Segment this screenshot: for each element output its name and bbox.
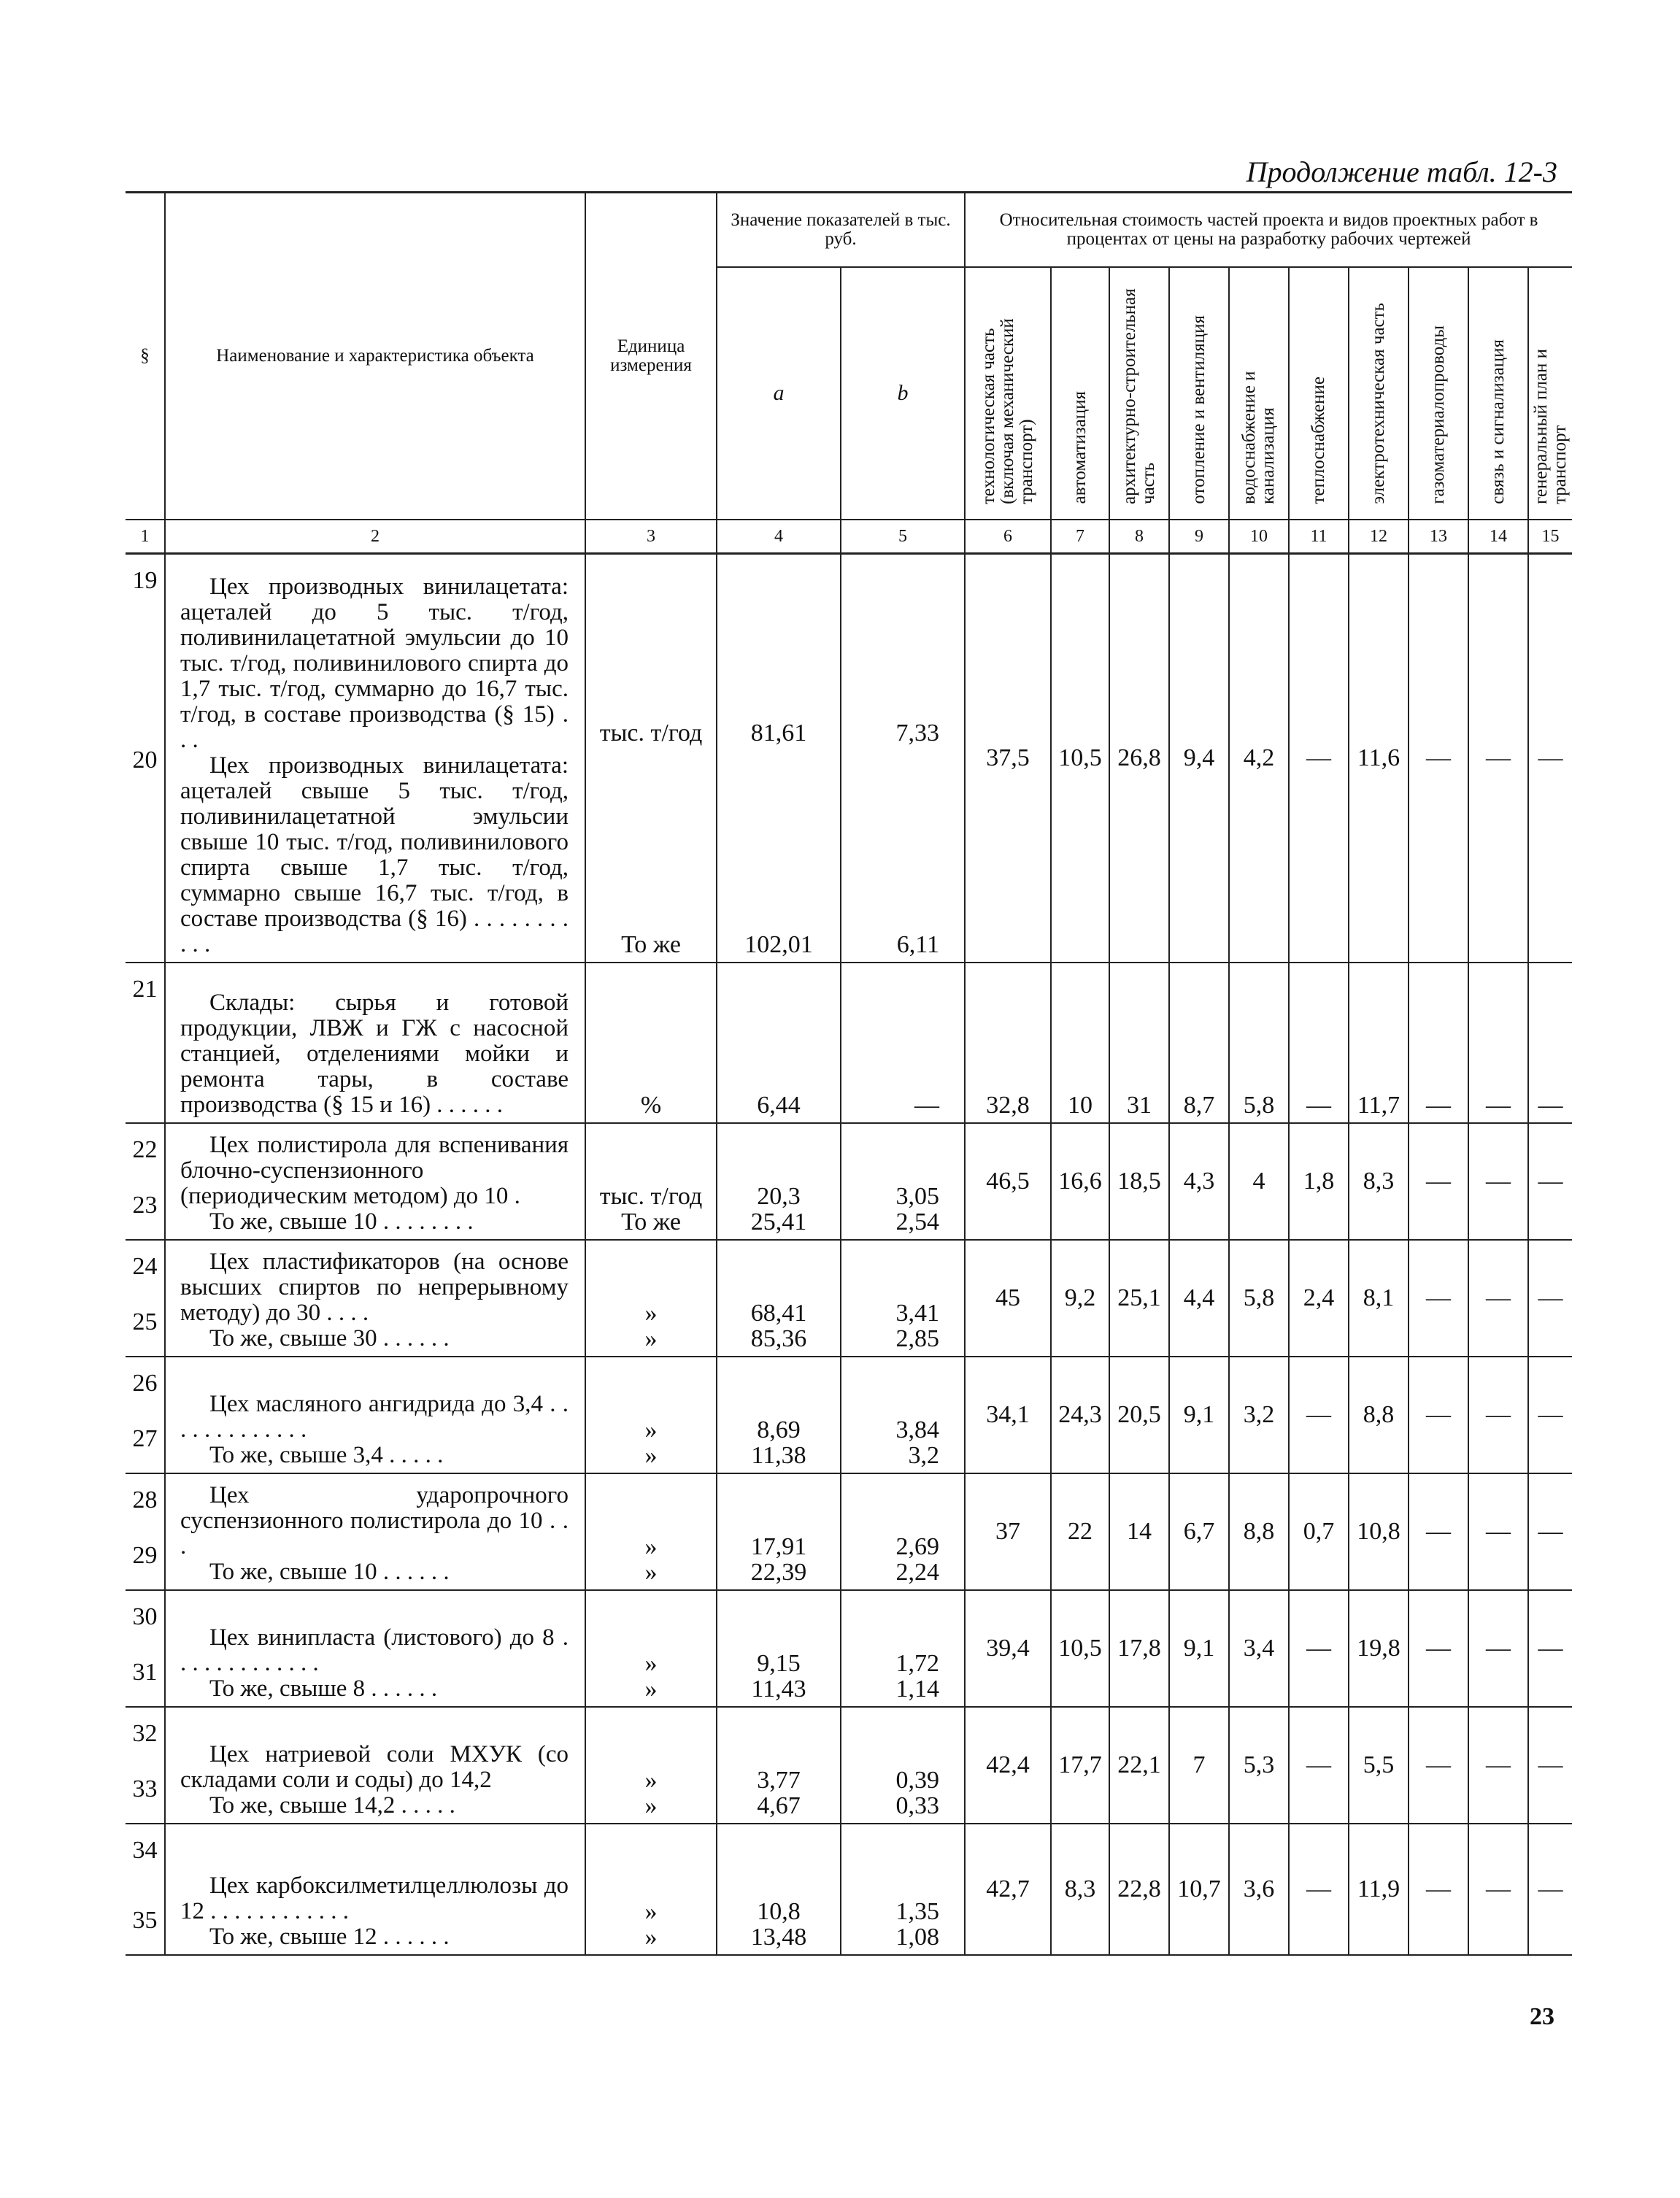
section-number (126, 1707, 165, 1824)
value-a-value: 11,43 (751, 1675, 806, 1703)
object-name-line: Цех натриевой соли МХУК (со складами соли и соды) до 14,2 (180, 1740, 569, 1793)
section-number (126, 554, 165, 963)
cost-cell: 4,3 (1169, 1123, 1229, 1240)
object-name-line: Цех винипласта (листового) до 8 . . . . . . . . . . . . . (180, 1624, 569, 1676)
cost-cell: 11,9 (1349, 1824, 1409, 1955)
cost-cell: 10 (1051, 963, 1109, 1123)
object-name-line: Цех карбоксилметилцеллюлозы до 12 . . . . . . . . . . . . (180, 1872, 569, 1924)
unit-value: » (644, 1558, 658, 1586)
cost-cell: 37 (965, 1473, 1051, 1590)
cost-cell: 5,5 (1349, 1707, 1409, 1824)
section-label: 19 (132, 567, 158, 594)
section-number (126, 1240, 165, 1357)
cost-cell: 25,1 (1109, 1240, 1169, 1357)
header-name: Наименование и характеристика объекта (165, 193, 585, 520)
cost-cell: — (1289, 1707, 1349, 1824)
cost-cell: 4,2 (1229, 554, 1289, 963)
cost-cell: 26,8 (1109, 554, 1169, 963)
value-a-value: 8,69 (757, 1416, 801, 1443)
unit (585, 1123, 717, 1240)
cost-cell: 11,6 (1349, 554, 1409, 963)
object-name (165, 1123, 585, 1240)
section-label: 30 (132, 1603, 158, 1630)
cost-cell: 22,8 (1109, 1824, 1169, 1955)
header-cost-8: газоматериалопроводы (1409, 267, 1468, 520)
cost-cell: 1,8 (1289, 1123, 1349, 1240)
cost-cell: — (1468, 1707, 1528, 1824)
cost-cell: 39,4 (965, 1590, 1051, 1707)
section-label: 24 (132, 1252, 158, 1280)
object-name-line: Цех производных винилацетата: ацеталей свыше 5 тыс. т/год, поливинилацетатной эмульсии свыше 10 тыс. т/год, поливинилового спирта свыше 1,7 тыс. т/год, суммарно свыше 16,7 тыс. т/год, в составе производства (§ 16) . . . . . . . . . . . (180, 752, 569, 957)
section-number (126, 963, 165, 1123)
header-cost-4: отопление и вентиляция (1169, 267, 1229, 520)
cost-cell: 8,3 (1051, 1824, 1109, 1955)
cost-cell: — (1528, 1357, 1572, 1473)
unit-value: » (644, 1923, 658, 1951)
object-name (165, 1473, 585, 1590)
cost-cell: — (1409, 1707, 1468, 1824)
value-a (717, 1357, 841, 1473)
header-cost-7: электротехническая часть (1349, 267, 1409, 520)
unit-value: » (644, 1897, 658, 1925)
cost-cell: — (1289, 1824, 1349, 1955)
table-row (126, 1240, 1572, 1357)
cost-cell: — (1289, 963, 1349, 1123)
value-b-value: 1,72 (895, 1649, 939, 1677)
cost-cell: 9,1 (1169, 1357, 1229, 1473)
object-name-line: То же, свыше 12 . . . . . . (209, 1923, 450, 1950)
value-a-value: 22,39 (750, 1558, 807, 1586)
header-values-group: Значение показателей в тыс. руб. (717, 193, 965, 268)
unit (585, 1357, 717, 1473)
cost-cell: — (1528, 1240, 1572, 1357)
object-name-line: Цех производных винилацетата: ацеталей до 5 тыс. т/год, поливинилацетатной эмульсии до 10 тыс. т/год, поливинилового спирта до 1,7 тыс. т/год, суммарно до 16,7 тыс. т/год, в составе производства (§ 15) . . . (180, 573, 569, 753)
unit (585, 1473, 717, 1590)
cost-cell: 4,4 (1169, 1240, 1229, 1357)
value-b-value: 0,39 (895, 1766, 939, 1794)
cost-cell: 42,4 (965, 1707, 1051, 1824)
value-b-value: 3,41 (895, 1299, 939, 1327)
section-label: 28 (132, 1486, 158, 1513)
table-row (126, 963, 1572, 1123)
cost-cell: 9,4 (1169, 554, 1229, 963)
cost-cell: — (1468, 963, 1528, 1123)
object-name (165, 554, 585, 963)
cost-cell: 6,7 (1169, 1473, 1229, 1590)
unit (585, 1590, 717, 1707)
value-b-value: 3,05 (895, 1182, 939, 1210)
unit-value: % (640, 1091, 662, 1119)
value-a-value: 20,3 (757, 1182, 801, 1210)
cost-table (126, 191, 1572, 1956)
section-number (126, 1824, 165, 1955)
section-number (126, 1357, 165, 1473)
value-b (841, 1123, 965, 1240)
cost-cell: 3,6 (1229, 1824, 1289, 1955)
cost-cell: — (1528, 1473, 1572, 1590)
cost-cell: 11,7 (1349, 963, 1409, 1123)
value-a (717, 963, 841, 1123)
value-a-value: 3,77 (757, 1766, 801, 1794)
object-name (165, 1707, 585, 1824)
cost-cell: 20,5 (1109, 1357, 1169, 1473)
object-name-line: Цех пластификаторов (на основе высших спиртов по непрерывному методу) до 30 . . . . (180, 1248, 569, 1326)
cost-cell: 24,3 (1051, 1357, 1109, 1473)
value-b-value: 1,08 (895, 1923, 939, 1951)
cost-cell: 5,8 (1229, 1240, 1289, 1357)
value-a-value: 9,15 (757, 1649, 801, 1677)
cost-cell: 3,4 (1229, 1590, 1289, 1707)
value-a-value: 85,36 (750, 1324, 807, 1352)
unit (585, 963, 717, 1123)
object-name-line: Цех масляного ангидрида до 3,4 . . . . . . . . . . . . . (180, 1390, 569, 1443)
cost-cell: — (1289, 554, 1349, 963)
value-a (717, 1824, 841, 1955)
section-label: 23 (132, 1191, 158, 1219)
object-name-line: То же, свыше 3,4 . . . . . (209, 1441, 444, 1468)
unit-value: » (644, 1441, 658, 1469)
table-header (126, 193, 1572, 554)
cost-cell: — (1528, 1707, 1572, 1824)
cost-cell: 8,7 (1169, 963, 1229, 1123)
object-name (165, 1590, 585, 1707)
page-number: 23 (1530, 2003, 1554, 2030)
cost-cell: 8,8 (1349, 1357, 1409, 1473)
value-a-value: 17,91 (750, 1532, 807, 1560)
table-row (126, 1123, 1572, 1240)
header-cost-5: водоснабжение и канализация (1229, 267, 1289, 520)
unit (585, 554, 717, 963)
header-a: a (717, 267, 841, 520)
value-a-value: 11,38 (751, 1441, 806, 1469)
section-label: 29 (132, 1541, 158, 1569)
cost-cell: 42,7 (965, 1824, 1051, 1955)
cost-cell: 8,1 (1349, 1240, 1409, 1357)
value-a-value: 25,41 (750, 1208, 807, 1235)
header-cost-1: технологическая часть (включая механический транспорт) (965, 267, 1051, 520)
value-b (841, 963, 965, 1123)
cost-cell: — (1289, 1590, 1349, 1707)
value-b-value: 3,2 (908, 1441, 939, 1469)
header-section: § (126, 193, 165, 520)
cost-cell: — (1528, 554, 1572, 963)
value-a (717, 1590, 841, 1707)
cost-cell: — (1528, 1824, 1572, 1955)
cost-cell: 10,5 (1051, 554, 1109, 963)
cost-cell: 34,1 (965, 1357, 1051, 1473)
object-name-line: То же, свыше 14,2 . . . . . (209, 1792, 455, 1819)
cost-cell: 22 (1051, 1473, 1109, 1590)
cost-cell: 8,3 (1349, 1123, 1409, 1240)
header-cost-10: генеральный план и транспорт (1528, 267, 1572, 520)
value-a-value: 4,67 (757, 1792, 801, 1819)
unit-value: » (644, 1416, 658, 1443)
cost-cell: 17,7 (1051, 1707, 1109, 1824)
cost-cell: 22,1 (1109, 1707, 1169, 1824)
value-b-value: 1,14 (895, 1675, 939, 1703)
cost-cell: — (1409, 963, 1468, 1123)
value-b-value: 7,33 (895, 719, 939, 747)
value-b-value: 2,69 (895, 1532, 939, 1560)
cost-cell: — (1468, 1123, 1528, 1240)
value-a (717, 554, 841, 963)
header-cost-3: архитектурно-строительная часть (1109, 267, 1169, 520)
unit-value: » (644, 1532, 658, 1560)
section-label: 32 (132, 1719, 158, 1747)
value-a (717, 1123, 841, 1240)
value-a-value: 102,01 (744, 930, 813, 958)
unit-value: То же (621, 930, 681, 958)
value-b-value: 2,85 (895, 1324, 939, 1352)
section-label: 35 (132, 1906, 158, 1934)
cost-cell: — (1528, 963, 1572, 1123)
unit (585, 1707, 717, 1824)
unit-value: » (644, 1299, 658, 1327)
object-name (165, 963, 585, 1123)
cost-cell: — (1289, 1357, 1349, 1473)
cost-cell: 3,2 (1229, 1357, 1289, 1473)
cost-cell: 5,3 (1229, 1707, 1289, 1824)
value-b (841, 1357, 965, 1473)
cost-cell: — (1468, 1357, 1528, 1473)
value-b (841, 1707, 965, 1824)
cost-cell: 31 (1109, 963, 1169, 1123)
cost-cell: 7 (1169, 1707, 1229, 1824)
value-a-value: 13,48 (750, 1923, 807, 1951)
unit-value: тыс. т/год (599, 1182, 703, 1210)
object-name-line: Цех полистирола для вспенивания блочно-суспензионного (периодическим методом) до 10 . (180, 1131, 569, 1209)
header-column-numbers: 1 2 3 4 5 6 7 8 9 10 11 12 13 14 15 (126, 520, 1572, 554)
section-number (126, 1590, 165, 1707)
value-b (841, 1240, 965, 1357)
value-b (841, 1590, 965, 1707)
unit-value: » (644, 1649, 658, 1677)
cost-cell: — (1468, 1473, 1528, 1590)
header-cost-6: теплоснабжение (1289, 267, 1349, 520)
cost-cell: — (1528, 1123, 1572, 1240)
section-number (126, 1123, 165, 1240)
unit-value: » (644, 1675, 658, 1703)
header-cost-9: связь и сигнализация (1468, 267, 1528, 520)
table-row (126, 554, 1572, 963)
cost-cell: — (1468, 554, 1528, 963)
cost-cell: — (1409, 1240, 1468, 1357)
section-number (126, 1473, 165, 1590)
unit-value: То же (621, 1208, 681, 1235)
cost-cell: 19,8 (1349, 1590, 1409, 1707)
cost-cell: 17,8 (1109, 1590, 1169, 1707)
cost-cell: 45 (965, 1240, 1051, 1357)
section-label: 22 (132, 1135, 158, 1163)
cost-cell: — (1409, 1590, 1468, 1707)
object-name (165, 1357, 585, 1473)
cost-cell: 32,8 (965, 963, 1051, 1123)
value-b-value: 1,35 (895, 1897, 939, 1925)
value-a-value: 6,44 (757, 1091, 801, 1119)
table-caption: Продолжение табл. 12-3 (1246, 155, 1557, 188)
object-name-line: Цех ударопрочного суспензионного полистирола до 10 . . . (180, 1481, 569, 1559)
unit-value: » (644, 1324, 658, 1352)
cost-cell: 4 (1229, 1123, 1289, 1240)
value-a-value: 81,61 (750, 719, 807, 747)
table-row (126, 1357, 1572, 1473)
cost-cell: — (1468, 1590, 1528, 1707)
cost-cell: 10,7 (1169, 1824, 1229, 1955)
cost-cell: 46,5 (965, 1123, 1051, 1240)
section-label: 27 (132, 1424, 158, 1452)
value-b-value: 6,11 (896, 930, 939, 958)
value-b (841, 1824, 965, 1955)
header-unit: Единица измерения (585, 193, 717, 520)
cost-cell: — (1468, 1240, 1528, 1357)
header-relative-group: Относительная стоимость частей проекта и видов проектных работ в процентах от цены на разработку рабочих чертежей (965, 193, 1572, 268)
cost-cell: — (1528, 1590, 1572, 1707)
cost-cell: 10,5 (1051, 1590, 1109, 1707)
table-row (126, 1473, 1572, 1590)
cost-cell: 5,8 (1229, 963, 1289, 1123)
value-a (717, 1473, 841, 1590)
cost-cell: 10,8 (1349, 1473, 1409, 1590)
value-b-value: 2,24 (895, 1558, 939, 1586)
cost-cell: 14 (1109, 1473, 1169, 1590)
cost-cell: 8,8 (1229, 1473, 1289, 1590)
cost-cell: 2,4 (1289, 1240, 1349, 1357)
cost-cell: 9,2 (1051, 1240, 1109, 1357)
value-a-value: 68,41 (750, 1299, 807, 1327)
cost-cell: — (1468, 1824, 1528, 1955)
table-row (126, 1824, 1572, 1955)
cost-cell: 0,7 (1289, 1473, 1349, 1590)
value-b (841, 554, 965, 963)
value-b-value: 2,54 (895, 1208, 939, 1235)
object-name-line: То же, свыше 30 . . . . . . (209, 1324, 450, 1351)
section-label: 33 (132, 1775, 158, 1802)
cost-cell: — (1409, 1824, 1468, 1955)
object-name (165, 1824, 585, 1955)
cost-cell: — (1409, 554, 1468, 963)
unit (585, 1240, 717, 1357)
object-name (165, 1240, 585, 1357)
cost-cell: 18,5 (1109, 1123, 1169, 1240)
cost-cell: — (1409, 1357, 1468, 1473)
section-label: 26 (132, 1369, 158, 1397)
object-name-line: То же, свыше 10 . . . . . . (209, 1558, 450, 1585)
cost-cell: 37,5 (965, 554, 1051, 963)
section-label: 21 (132, 975, 158, 1003)
cost-cell: 16,6 (1051, 1123, 1109, 1240)
header-cost-2: автоматизация (1051, 267, 1109, 520)
section-label: 31 (132, 1658, 158, 1686)
unit-value: тыс. т/год (599, 719, 703, 747)
value-b-value: 0,33 (895, 1792, 939, 1819)
unit (585, 1824, 717, 1955)
value-a (717, 1240, 841, 1357)
table-row (126, 1707, 1572, 1824)
value-a-value: 10,8 (757, 1897, 801, 1925)
unit-value: » (644, 1792, 658, 1819)
value-a (717, 1707, 841, 1824)
cost-cell: — (1409, 1473, 1468, 1590)
unit-value: » (644, 1766, 658, 1794)
cost-cell: — (1409, 1123, 1468, 1240)
object-name-line: То же, свыше 10 . . . . . . . . (209, 1208, 474, 1235)
section-label: 20 (132, 747, 158, 774)
object-name-line: Склады: сырья и готовой продукции, ЛВЖ и ГЖ с насосной станцией, отделениями мойки и ремонта тары, в составе производства (§ 15 и 16) . . . . . . (180, 989, 569, 1118)
table-body (126, 554, 1572, 1955)
table-row (126, 1590, 1572, 1707)
header-b: b (841, 267, 965, 520)
value-b (841, 1473, 965, 1590)
object-name-line: То же, свыше 8 . . . . . . (209, 1675, 438, 1702)
cost-cell: 9,1 (1169, 1590, 1229, 1707)
section-label: 25 (132, 1308, 158, 1335)
value-b-value: 3,84 (895, 1416, 939, 1443)
section-label: 34 (132, 1836, 158, 1864)
value-b-value: — (914, 1091, 939, 1119)
